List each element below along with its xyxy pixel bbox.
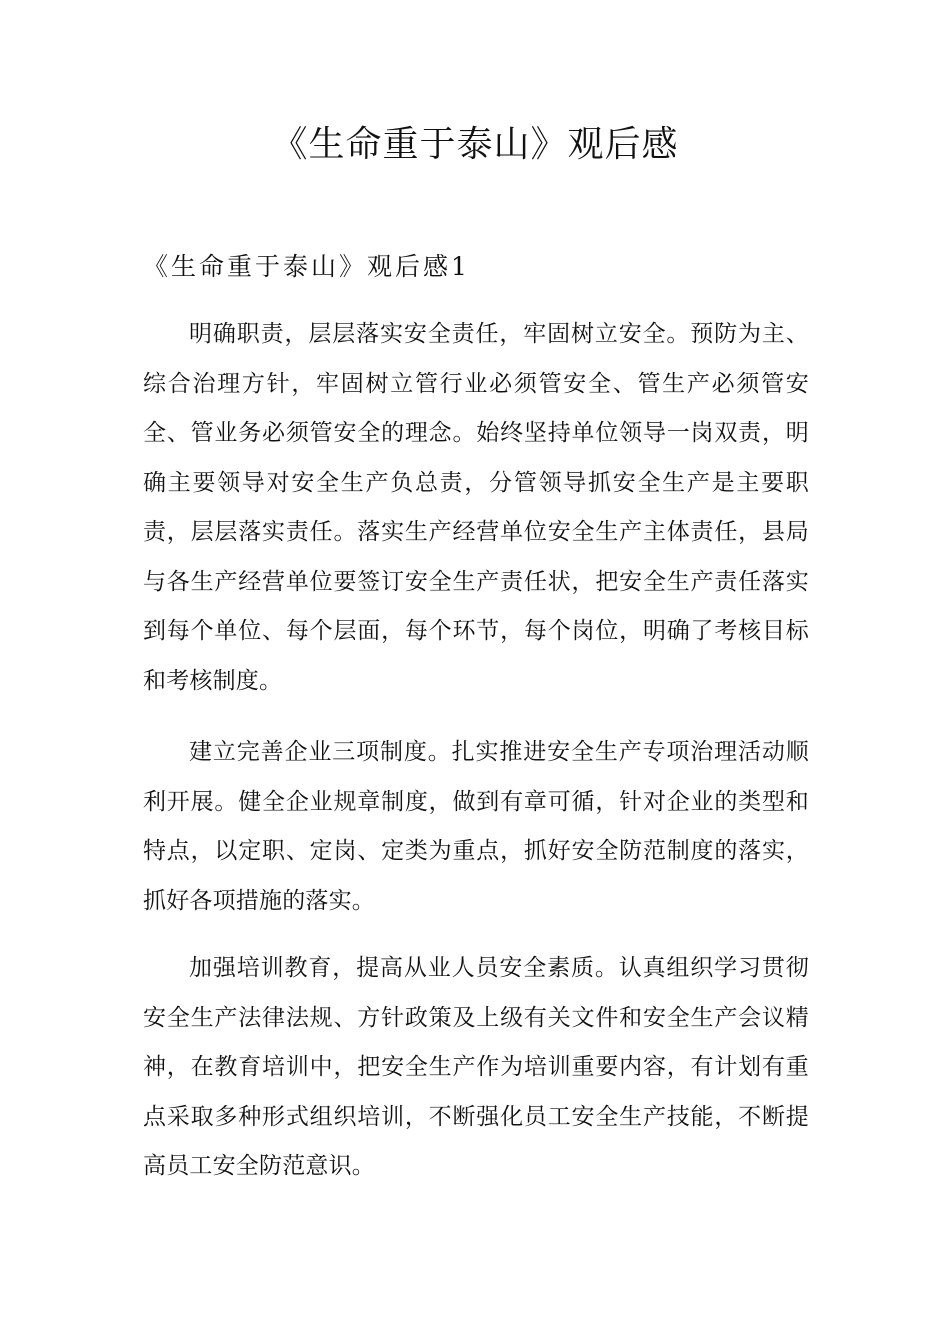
paragraph-3: 加强培训教育，提高从业人员安全素质。认真组织学习贯彻安全生产法律法规、方针政策及上级有关文件和安全生产会议精神，在教育培训中，把安全生产作为培训重要内容，有计划有重点采取多种形式组织培训，不断强化员工安全生产技能，不断提高员工安全防范意识。 xyxy=(143,955,809,1179)
paragraph-2: 建立完善企业三项制度。扎实推进安全生产专项治理活动顺利开展。健全企业规章制度，做到有章可循，针对企业的类型和特点，以定职、定岗、定类为重点，抓好安全防范制度的落实，抓好各项措施的落实。 xyxy=(143,739,809,914)
document-title: 《生命重于泰山》观后感 xyxy=(271,124,679,165)
section-heading: 《生命重于泰山》观后感1 xyxy=(143,252,470,281)
paragraph-1: 明确职责，层层落实安全责任，牢固树立安全。预防为主、综合治理方针，牢固树立管行业必须管安全、管生产必须管安全、管业务必须管安全的理念。始终坚持单位领导一岗双责，明确主要领导对安全生产负总责，分管领导抓安全生产是主要职责，层层落实责任。落实生产经营单位安全生产主体责任，县局与各生产经营单位要签订安全生产责任状，把安全生产责任落实到每个单位、每个层面，每个环节，每个岗位，明确了考核目标和考核制度。 xyxy=(143,321,809,694)
